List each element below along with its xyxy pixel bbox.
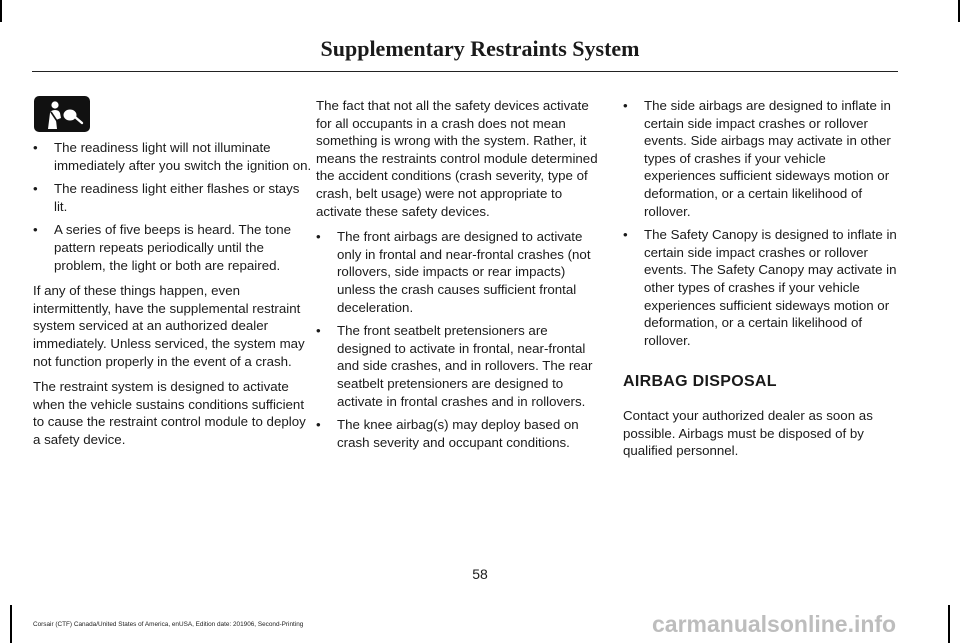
bullet-symbol: • (33, 181, 38, 197)
bullet-symbol: • (316, 229, 321, 245)
list-item (623, 97, 899, 220)
list-item (623, 226, 899, 349)
section-heading-airbag-disposal: AIRBAG DISPOSAL (623, 373, 777, 391)
bullet-symbol: • (316, 417, 321, 433)
column-1 (33, 96, 315, 457)
list-item-text: The front airbags are designed to activate only in frontal and near-frontal crashes (not rollovers, side impacts or rear impacts) unless the crash causes sufficient frontal deceleration. (337, 229, 591, 315)
bullet-symbol: • (316, 323, 321, 339)
list-item-text: The front seatbelt pretensioners are designed to activate in frontal, near-frontal and side crashes, and in rollovers. The rear seatbelt pretensioners are designed to activate in frontal crashes and in rollovers. (337, 323, 593, 409)
crop-mark-bottom-left-vertical (10, 605, 12, 643)
airbag-warning-icon (34, 96, 90, 132)
list-item-text: The readiness light will not illuminate immediately after you switch the ignition on. (54, 140, 312, 173)
list-item-text: A series of five beeps is heard. The tone pattern repeats periodically until the problem, the light or both are repaired. (54, 222, 292, 273)
page-title: Supplementary Restraints System (320, 36, 640, 61)
column-3 (623, 97, 899, 468)
list-item (316, 322, 598, 410)
list-item-text: The knee airbag(s) may deploy based on crash severity and occupant conditions. (337, 417, 579, 450)
readiness-light-conditions-list (33, 139, 315, 274)
list-item (33, 180, 315, 215)
paragraph-activation-explanation: The fact that not all the safety devices activate for all occupants in a crash does not mean something is wrong with the system. Rather, it means the restraints control module determined the accident conditions (crash severity, type of crash, belt usage) were not appropriate to activate these safety devices. (316, 98, 598, 219)
list-item (316, 416, 598, 451)
footer-edition-info: Corsair (CTF) Canada/United States of America, enUSA, Edition date: 201906, Second-Printing (33, 621, 304, 628)
crop-mark-bottom-right-vertical (948, 605, 950, 643)
list-item (33, 139, 315, 174)
paragraph-activation-design: The restraint system is designed to activate when the vehicle sustains conditions sufficient to cause the restraint control module to deploy a safety device. (33, 379, 306, 447)
paragraph-service-advice: If any of these things happen, even intermittently, have the supplemental restraint system serviced at an authorized dealer immediately. Unless serviced, the system may not function properly in the event of a crash. (33, 283, 305, 369)
list-item (33, 221, 315, 274)
header-divider (32, 71, 898, 72)
list-item-text: The Safety Canopy is designed to inflate in certain side impact crashes or rollover events. The Safety Canopy may activate in other types of crashes if your vehicle experiences sufficient sideways motion or deformation, or a certain likelihood of rollover. (644, 227, 897, 348)
bullet-symbol: • (33, 222, 38, 238)
bullet-symbol: • (623, 98, 628, 113)
column-2 (316, 97, 598, 459)
list-item-text: The readiness light either flashes or stays lit. (54, 181, 300, 214)
list-item (316, 228, 598, 316)
paragraph-airbag-disposal: Contact your authorized dealer as soon as possible. Airbags must be disposed of by qualified personnel. (623, 407, 873, 459)
page-number: 58 (472, 566, 488, 582)
bullet-symbol: • (623, 227, 628, 243)
crop-mark-top-left-vertical (0, 0, 2, 22)
side-restraints-list (623, 97, 899, 349)
watermark: carmanualsonline.info (652, 611, 897, 637)
bullet-symbol: • (33, 140, 38, 155)
restraint-devices-list (316, 228, 598, 451)
list-item-text: The side airbags are designed to inflate in certain side impact crashes or rollover events. Side airbags may activate in other types of crashes if your vehicle experiences sufficient sideways motion or deformation, or a certain likelihood of rollover. (644, 98, 891, 219)
